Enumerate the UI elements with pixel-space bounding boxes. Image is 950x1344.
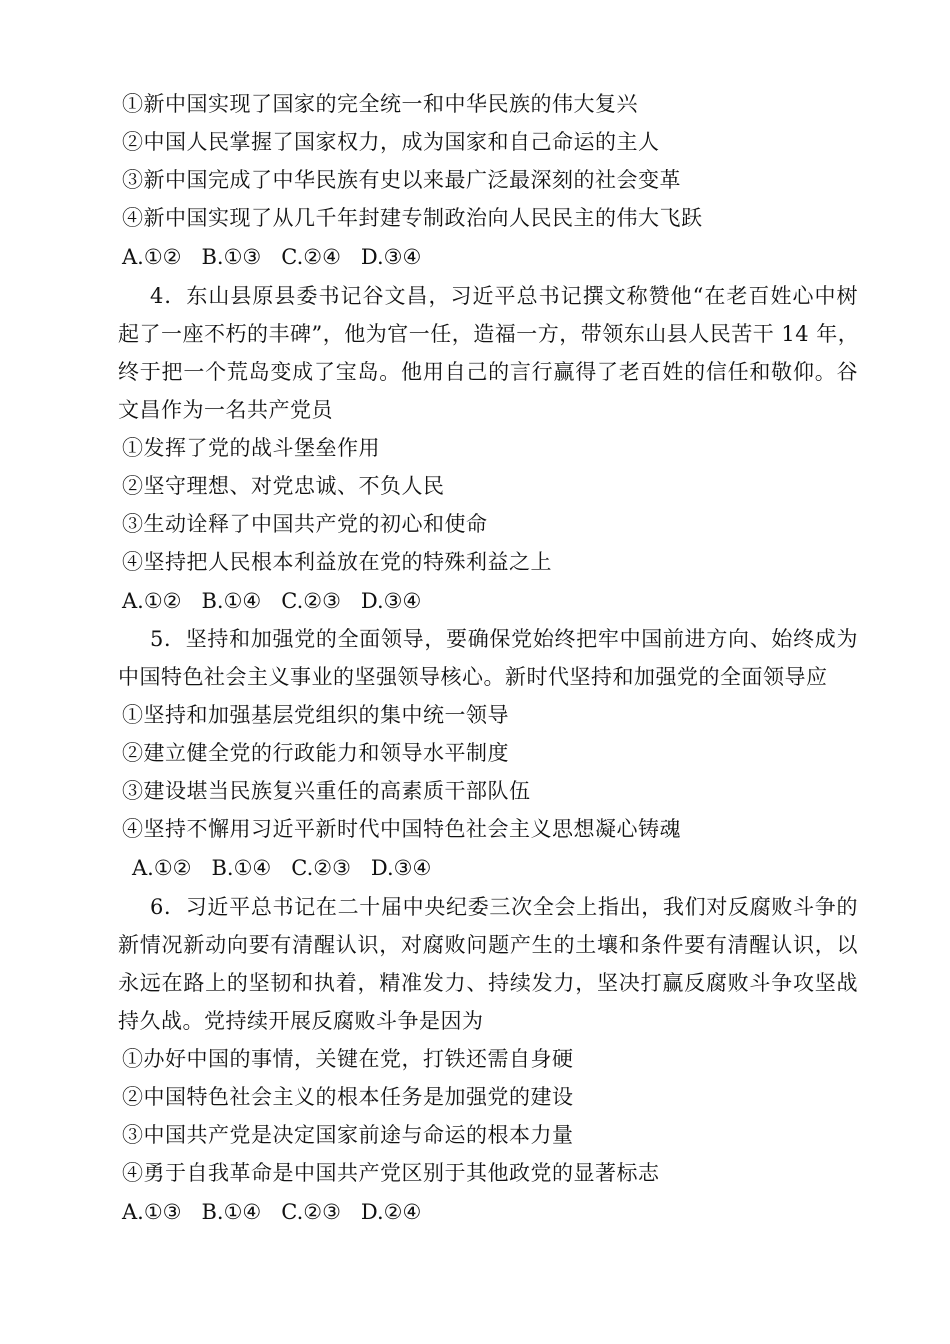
q3-answer-a: A.①②	[122, 245, 182, 269]
q4-answer-c: C.②③	[281, 589, 341, 613]
q6-option-3: ③中国共产党是决定国家前途与命运的根本力量	[122, 1123, 574, 1147]
q4-option-3: ③生动诠释了中国共产党的初心和使命	[122, 512, 488, 536]
q6-option-4: ④勇于自我革命是中国共产党区别于其他政党的显著标志	[122, 1161, 660, 1185]
q5-option-2: ②建立健全党的行政能力和领导水平制度	[122, 741, 509, 765]
q6-answer-d: D.②④	[360, 1200, 422, 1224]
q4-option-4: ④坚持把人民根本利益放在党的特殊利益之上	[122, 550, 552, 574]
q5-option-1: ①坚持和加强基层党组织的集中统一领导	[122, 703, 509, 727]
q3-answer-b: B.①③	[201, 245, 262, 269]
q5-option-3: ③建设堪当民族复兴重任的高素质干部队伍	[122, 779, 531, 803]
q6-stem-line-2: 新情况新动向要有清醒认识，对腐败问题产生的土壤和条件要有清醒认识，以	[118, 933, 858, 957]
q6-answer-c: C.②③	[281, 1200, 341, 1224]
q4-answer-a: A.①②	[122, 589, 182, 613]
q4-stem-line-4: 文昌作为一名共产党员	[118, 398, 333, 422]
q6-option-1: ①办好中国的事情，关键在党，打铁还需自身硬	[122, 1047, 574, 1071]
q6-stem-line-1: 6．习近平总书记在二十届中央纪委三次全会上指出，我们对反腐败斗争的	[150, 895, 858, 919]
q6-answer-a: A.①③	[122, 1200, 182, 1224]
q3-option-2: ②中国人民掌握了国家权力，成为国家和自己命运的主人	[122, 130, 660, 154]
q5-answer-c: C.②③	[291, 856, 351, 880]
q4-option-2: ②坚守理想、对党忠诚、不负人民	[122, 474, 445, 498]
q6-answer-choices	[122, 1198, 441, 1226]
q4-answer-d: D.③④	[360, 589, 422, 613]
q4-stem-line-1: 4．东山县原县委书记谷文昌，习近平总书记撰文称赞他“在老百姓心中树	[150, 284, 858, 308]
q5-option-4: ④坚持不懈用习近平新时代中国特色社会主义思想凝心铸魂	[122, 817, 681, 841]
q4-option-1: ①发挥了党的战斗堡垒作用	[122, 436, 380, 460]
q4-stem-line-2: 起了一座不朽的丰碑”，他为官一任，造福一方，带领东山县人民苦干 14 年，	[118, 322, 860, 346]
q3-option-4: ④新中国实现了从几千年封建专制政治向人民民主的伟大飞跃	[122, 206, 703, 230]
q3-answer-d: D.③④	[360, 245, 422, 269]
q4-answer-b: B.①④	[201, 589, 262, 613]
q4-answer-choices	[122, 587, 441, 615]
q6-stem-line-4: 持久战。党持续开展反腐败斗争是因为	[118, 1009, 484, 1033]
q3-option-3: ③新中国完成了中华民族有史以来最广泛最深刻的社会变革	[122, 168, 681, 192]
q3-answer-c: C.②④	[281, 245, 341, 269]
q5-stem-line-1: 5．坚持和加强党的全面领导，要确保党始终把牢中国前进方向、始终成为	[150, 627, 858, 651]
q5-answer-b: B.①④	[211, 856, 272, 880]
q6-answer-b: B.①④	[201, 1200, 262, 1224]
q3-option-1: ①新中国实现了国家的完全统一和中华民族的伟大复兴	[122, 92, 638, 116]
q5-answer-choices	[132, 854, 451, 882]
q5-answer-d: D.③④	[370, 856, 432, 880]
q5-answer-a: A.①②	[132, 856, 192, 880]
q6-stem-line-3: 永远在路上的坚韧和执着，精准发力、持续发力，坚决打赢反腐败斗争攻坚战	[118, 971, 858, 995]
q4-stem-line-3: 终于把一个荒岛变成了宝岛。他用自己的言行赢得了老百姓的信任和敬仰。谷	[118, 360, 858, 384]
q6-option-2: ②中国特色社会主义的根本任务是加强党的建设	[122, 1085, 574, 1109]
q5-stem-line-2: 中国特色社会主义事业的坚强领导核心。新时代坚持和加强党的全面领导应	[118, 665, 828, 689]
q3-answer-choices	[122, 243, 441, 271]
